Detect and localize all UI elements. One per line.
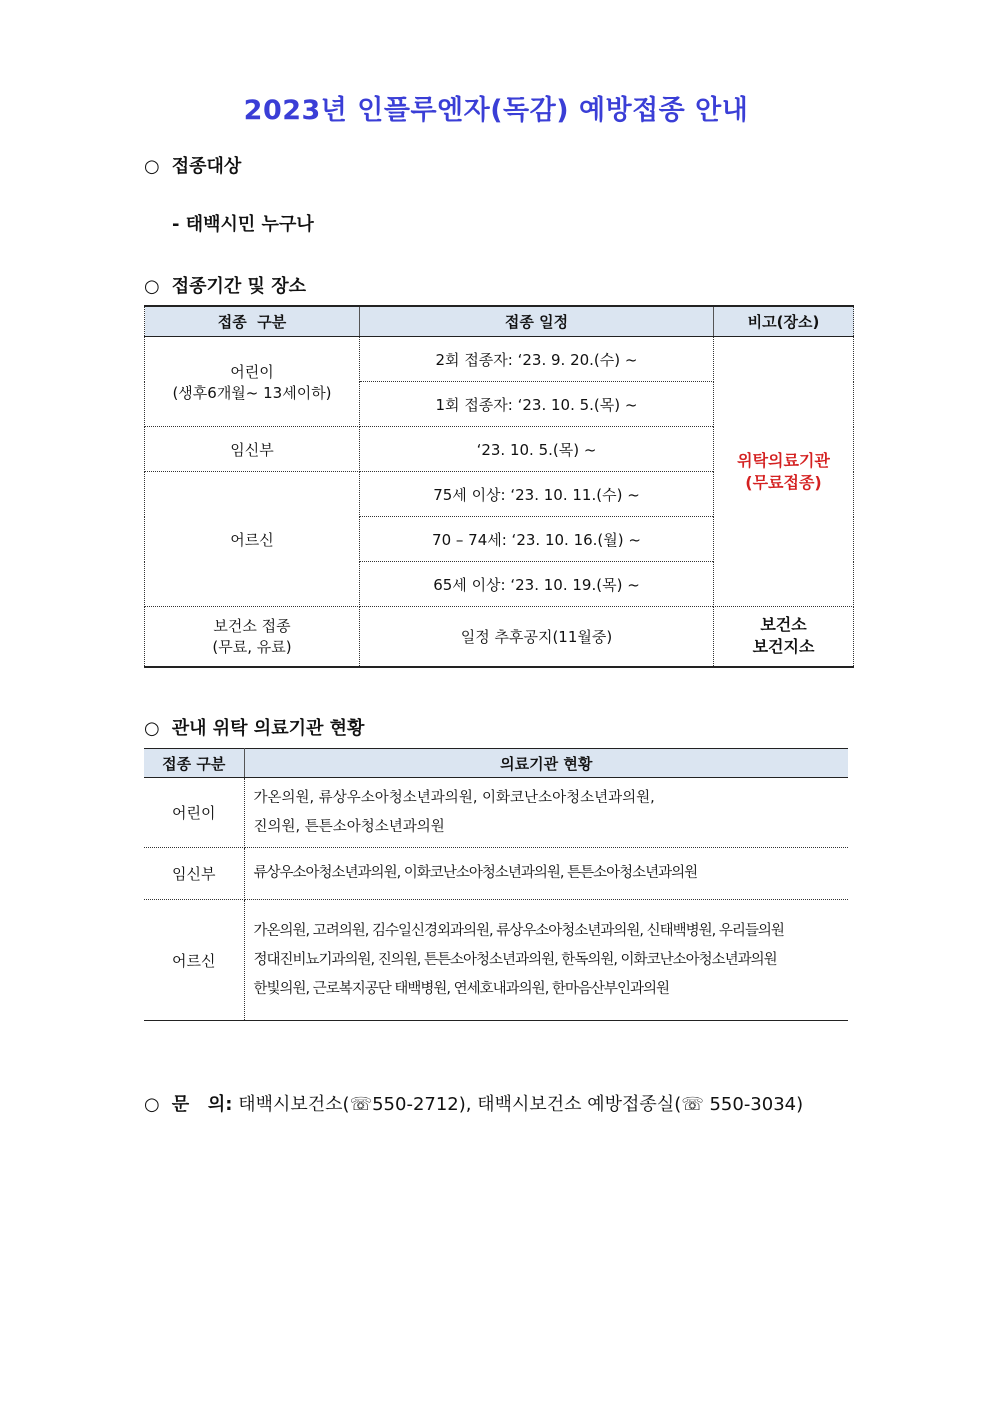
table-row [144,900,848,1021]
bullet-circle-icon: ○ [144,718,160,739]
clinic-line: 정대진비뇨기과의원, 진의원, 튼튼소아청소년과의원, 한독의원, 이화코난소아청소년과의원 [253,951,777,968]
clinic-category-child: 어린이 [144,778,244,848]
note-line2: (무료접종) [745,472,822,492]
section1-heading-text: 접종대상 [171,156,242,177]
inquiry-line [144,1090,803,1116]
clinic-line: 가온의원, 류상우소아청소년과의원, 이화코난소아청소년과의원, [253,789,655,806]
bullet-circle-icon: ○ [144,1094,160,1115]
note-contracted-clinics [714,337,854,607]
table-row [145,607,854,667]
inquiry-contacts: 태백시보건소(☏550-2712), 태백시보건소 예방접종실(☏ 550-3034) [238,1094,804,1115]
place-line2: 보건지소 [752,637,815,657]
clinic-category-elder: 어르신 [144,900,244,1021]
clinic-line: 가온의원, 고려의원, 김수일신경외과의원, 류상우소아청소년과의원, 신태백병원, 우리들의원 [253,922,784,939]
clinic-line: 류상우소아청소년과의원, 이화코난소아청소년과의원, 튼튼소아청소년과의원 [253,865,698,881]
inquiry-label: 문 의: [171,1094,233,1115]
place-health-center [714,607,854,667]
category-health-center [145,607,360,667]
clinic-list-pregnant [244,848,848,900]
clinic-list-elder [244,900,848,1021]
schedule-elder-65: 65세 이상: ‘23. 10. 19.(목) ~ [360,562,714,607]
clinics-table [144,748,848,1021]
header-category: 접종 구분 [144,749,244,778]
header-schedule: 접종 일정 [360,306,714,337]
schedule-table [144,305,854,668]
clinic-line: 한빛의원, 근로복지공단 태백병원, 연세호내과의원, 한마음산부인과의원 [253,980,669,997]
target-item: - 태백시민 누구나 [172,214,314,235]
child-age-range: (생후6개월~ 13세이하) [172,383,332,402]
section-heading-target [144,152,241,178]
section-heading-clinics [144,714,364,740]
header-note: 비고(장소) [714,306,854,337]
note-line1: 위탁의료기관 [737,450,830,470]
schedule-child-1dose: 1회 접종자: ‘23. 10. 5.(목) ~ [360,382,714,427]
health-center-label: 보건소 접종 [213,617,291,636]
schedule-child-2dose: 2회 접종자: ‘23. 9. 20.(수) ~ [360,337,714,382]
clinic-line: 진의원, 튼튼소아청소년과의원 [253,818,445,835]
section3-heading-text: 관내 위탁 의료기관 현황 [171,718,365,739]
clinic-category-pregnant: 임신부 [144,848,244,900]
section-heading-period [144,272,306,298]
schedule-pregnant: ‘23. 10. 5.(목) ~ [360,427,714,472]
clinic-list-child [244,778,848,848]
schedule-header-row [145,306,854,337]
category-child [145,337,360,427]
header-clinics: 의료기관 현황 [244,749,848,778]
category-pregnant: 임신부 [145,427,360,472]
table-row [145,337,854,382]
schedule-health-center: 일정 추후공지(11월중) [360,607,714,667]
health-center-price: (무료, 유료) [212,638,292,657]
bullet-circle-icon: ○ [144,156,160,177]
category-elder: 어르신 [145,472,360,607]
section2-heading-text: 접종기간 및 장소 [171,276,306,297]
place-line1: 보건소 [760,615,807,635]
child-label: 어린이 [230,362,274,381]
schedule-elder-70: 70 – 74세: ‘23. 10. 16.(월) ~ [360,517,714,562]
table-row [144,778,848,848]
clinics-header-row [144,749,848,778]
bullet-circle-icon: ○ [144,276,160,297]
schedule-elder-75: 75세 이상: ‘23. 10. 11.(수) ~ [360,472,714,517]
header-category: 접종 구분 [145,306,360,337]
table-row [144,848,848,900]
page-title: 2023년 인플루엔자(독감) 예방접종 안내 [243,95,749,126]
